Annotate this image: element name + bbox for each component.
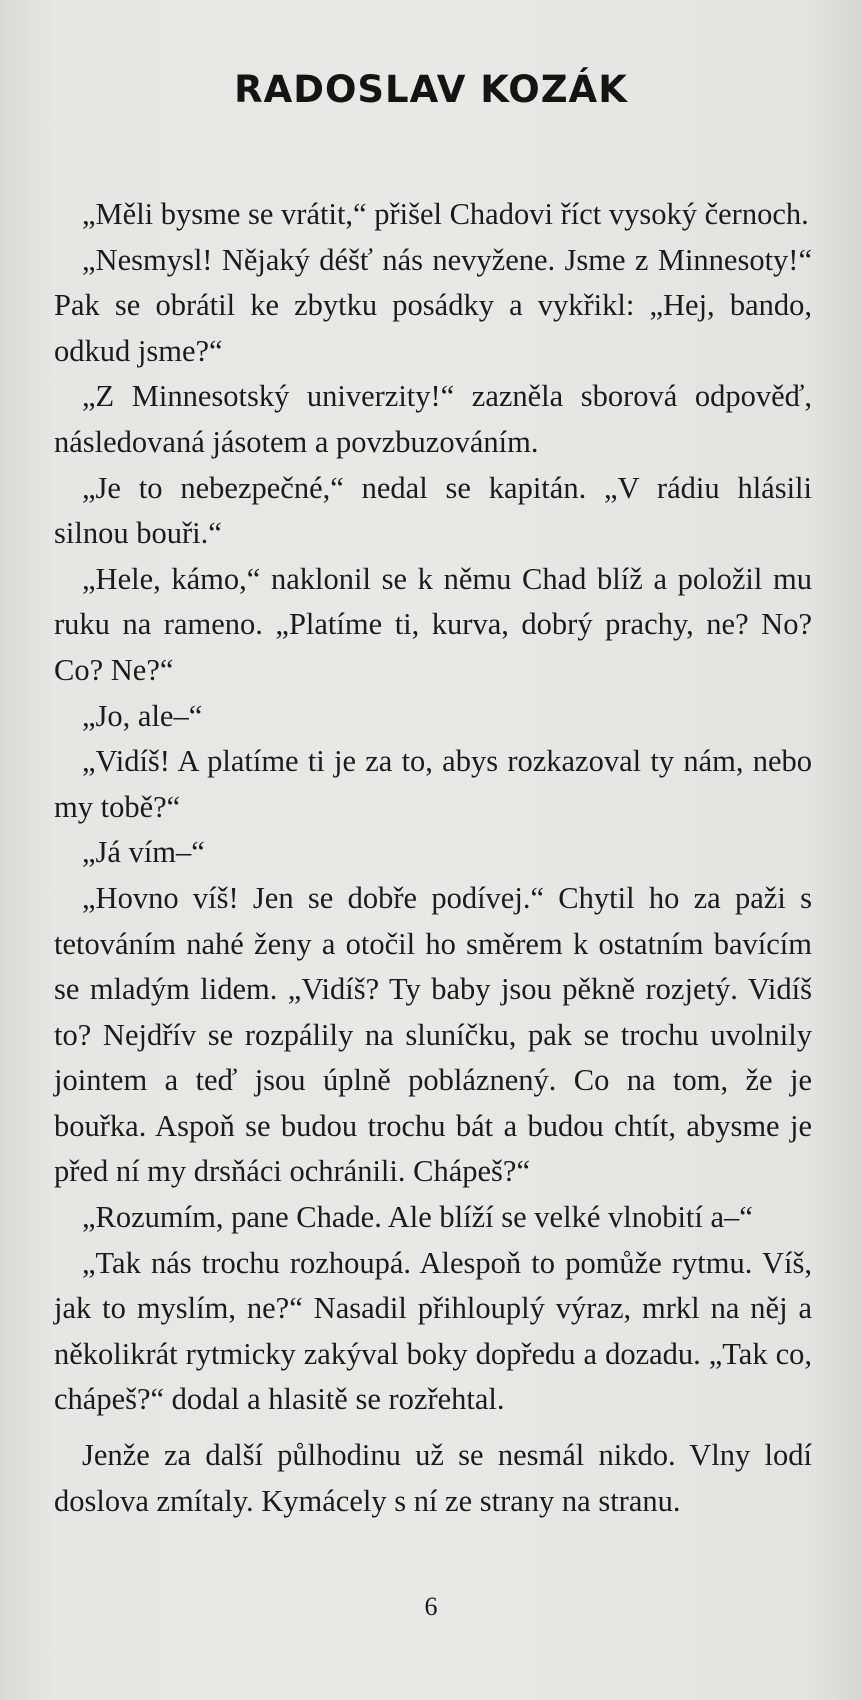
paragraph: „Hovno víš! Jen se dobře podívej.“ Chytil ho za paži s tetováním nahé ženy a otočil ho směrem k ostatním bavícím se mladým lidem. „Vidíš? Ty baby jsou pěkně rozjetý. Vidíš to? Nejdřív se rozpálily na sluníčku, pak se trochu uvolnily jointem a teď jsou úplně pobláznený. Co na tom, že je bouřka. Aspoň se budou trochu bát a budou chtít, abysme je před ní my drsňáci ochránili. Chápeš?“ [54, 880, 812, 1189]
paragraph: „Hele, kámo,“ naklonil se k němu Chad blíž a položil mu ruku na rameno. „Platíme ti, kurva, dobrý prachy, ne? No? Co? Ne?“ [54, 561, 812, 687]
paragraph: „Je to nebezpečné,“ nedal se kapitán. „V rádiu hlásili silnou bouři.“ [54, 470, 812, 551]
page-number: 6 [424, 1592, 438, 1621]
paragraph: „Nesmysl! Nějaký déšť nás nevyžene. Jsme z Minnesoty!“ Pak se obrátil ke zbytku posádky a vykřikl: „Hej, bando, odkud jsme?“ [54, 242, 812, 368]
paragraph: „Vidíš! A platíme ti je za to, abys rozkazoval ty nám, nebo my tobě?“ [54, 744, 812, 824]
paragraph: „Jo, ale–“ [82, 698, 203, 733]
paragraph: „Já vím–“ [82, 835, 205, 870]
body-text [54, 192, 812, 1524]
paragraph: „Tak nás trochu rozhoupá. Alespoň to pomůže rytmu. Víš, jak to myslím, ne?“ Nasadil přihlouplý výraz, mrkl na něj a několikrát rytmicky zakýval boky dopředu a dozadu. „Tak co, chápeš?“ dodal a hlasitě se rozřehtal. [54, 1245, 812, 1417]
paragraph: „Měli bysme se vrátit,“ přišel Chadovi říct vysoký černoch. [82, 197, 809, 231]
paragraph: „Rozumím, pane Chade. Ale blíží se velké vlnobití a–“ [82, 1200, 753, 1235]
paragraph-narration: Jenže za další půlhodinu už se nesmál nikdo. Vlny lodí doslova zmítaly. Kymácely s ní ze strany na stranu. [54, 1438, 812, 1518]
paragraph: „Z Minnesotský univerzity!“ zazněla sborová odpověď, následovaná jásotem a povzbuzováním. [54, 379, 812, 459]
running-head-author: RADOSLAV KOZÁK [234, 68, 628, 111]
